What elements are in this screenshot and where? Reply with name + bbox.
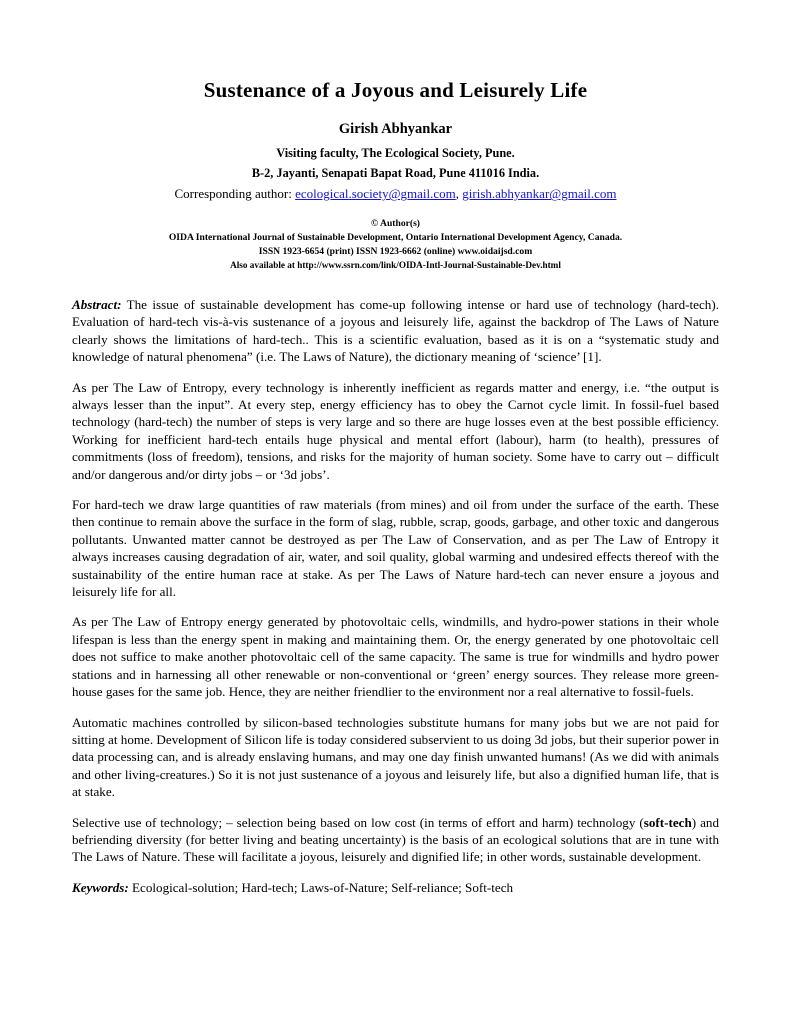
keywords-label: Keywords:: [72, 879, 129, 895]
affiliation-line-1: Visiting faculty, The Ecological Society, Pune.: [276, 146, 515, 161]
body-paragraph: As per The Law of Entropy, every technology is inherently inefficient as regards matter and energy, i.e. “the output is always lesser than the input”. At every step, energy efficiency has to obey the Carnot cycle limit. In fossil-fuel based technology (hard-tech) the number of steps is very large and so there are huge losses even at the best possible efficiency. Working for inefficient hard-tech entails huge physical and mental effort (labour), harm (to health), pressures of commitments (loss of freedom), tensions, and risks for the majority of human society. Some have to carry out – difficult and/or dangerous and/or dirty jobs – or ‘3d jobs’.: [72, 379, 719, 482]
email-separator: ,: [455, 186, 463, 202]
email-link-1[interactable]: ecological.society@gmail.com: [295, 186, 456, 202]
final-part-2: ) and befriending diversity (for better living and beating uncertainty) is the basis of an ecological solutions that are in tune with The Laws of Nature. These will facilitate a joyous, leisurely and dignified life; in other words, sustainable development.: [72, 814, 719, 865]
copyright-line-4: Also available at http://www.ssrn.com/link/OIDA-Intl-Journal-Sustainable-Dev.html: [230, 259, 561, 270]
body-paragraph: As per The Law of Entropy energy generated by photovoltaic cells, windmills, and hydro-power stations in their whole lifespan is less than the energy spent in making and maintaining them. Or, the energy generated by one photovoltaic cell does not suffice to make another photovoltaic cell of the same capacity. The same is true for windmills and hydro power stations and in harnessing all other renewable or non-conventional or ‘green’ energy sources. They release more green-house gases for the same job. Hence, they are neither friendlier to the environment nor a real alternative to fossil-fuels.: [72, 614, 719, 700]
corresponding-label: Corresponding author:: [174, 186, 296, 202]
keywords-text: Ecological-solution; Hard-tech; Laws-of-Nature; Self-reliance; Soft-tech: [128, 879, 514, 895]
abstract-label: Abstract:: [72, 296, 122, 312]
corresponding-author: [72, 185, 719, 203]
copyright-block: [72, 217, 719, 272]
copyright-line-2: OIDA International Journal of Sustainable Development, Ontario International Development Agency, Canada.: [168, 231, 623, 243]
abstract-paragraph: [72, 296, 719, 366]
abstract-text: The issue of sustainable development has come-up following intense or hard use of technology (hard-tech). Evaluation of hard-tech vis-à-vis sustenance of a joyous and leisurely life, against the backdrop of The Laws of Nature clearly shows the limitations of hard-tech.. This is a scientific evaluation, based as it is on a “systematic study and knowledge of natural phenomena” (i.e. The Laws of Nature), the dictionary meaning of ‘science’ [1].: [72, 296, 719, 365]
final-bold-term: soft-tech: [643, 814, 692, 830]
page-title: Sustenance of a Joyous and Leisurely Life: [203, 78, 588, 102]
copyright-line-1: © Author(s): [370, 217, 420, 229]
copyright-line-3: ISSN 1923-6654 (print) ISSN 1923-6662 (online) www.oidaijsd.com: [258, 245, 533, 257]
final-part-1: Selective use of technology; – selection being based on low cost (in terms of effort and harm) technology (: [72, 814, 644, 830]
author-name: Girish Abhyankar: [338, 121, 453, 138]
keywords-line: [72, 879, 719, 896]
body-paragraph: For hard-tech we draw large quantities of raw materials (from mines) and oil from under the surface of the earth. These then continue to remain above the surface in the form of slag, rubble, scrap, goods, garbage, and other toxic and dangerous pollutants. Unwanted matter cannot be destroyed as per The Law of Conservation, and as per The Law of Entropy it always increases causing degradation of air, water, and soil quality, global warming and undesired effects thereof with the sustainability of the entire human race at stake. As per The Laws of Nature hard-tech can never ensure a joyous and leisurely life for all.: [72, 497, 719, 600]
affiliation-line-2: B-2, Jayanti, Senapati Bapat Road, Pune 411016 India.: [251, 165, 540, 180]
email-link-2[interactable]: girish.abhyankar@gmail.com: [462, 186, 617, 202]
body-paragraph: Automatic machines controlled by silicon-based technologies substitute humans for many jobs but we are not paid for sitting at home. Development of Silicon life is today considered subservient to us doing 3d jobs, but their superior power in data processing can, and is already enslaving humans, and may one day finish unwanted humans! (As we did with animals and other living-creatures.) So it is not just sustenance of a joyous and leisurely life, but also a dignified human life, that is at stake.: [72, 714, 719, 800]
body-paragraph-final: [72, 814, 719, 866]
